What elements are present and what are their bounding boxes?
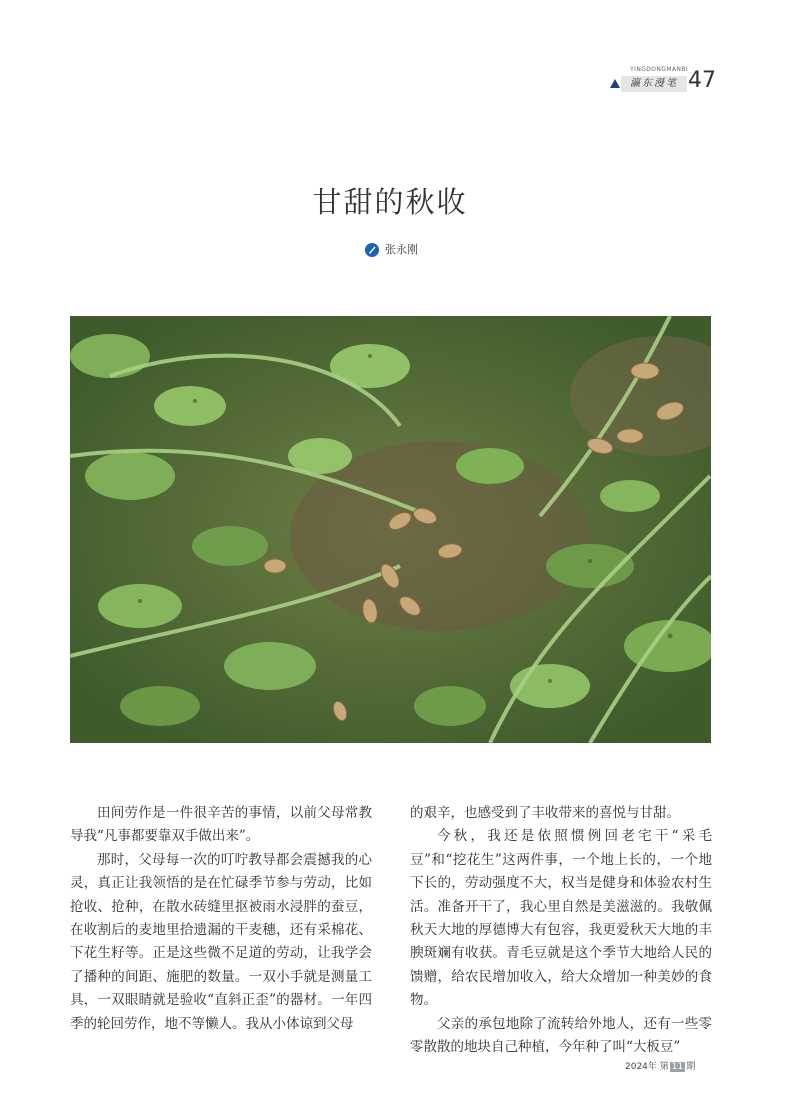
column-name: 瀛东漫笔 [621, 76, 687, 92]
paragraph: 田间劳作是一件很辛苦的事情，以前父母常教导我“凡事都要靠双手做出来”。 [70, 805, 372, 845]
footer-year: 2024年 [625, 1062, 657, 1072]
column-header [608, 66, 728, 96]
paragraph: 父亲的承包地除了流转给外地人，还有一些零零散散的地块自己种植，今年种了叫“大板豆” [410, 1015, 712, 1056]
footer-issue-number: 11 [671, 1062, 684, 1072]
issue-footer [625, 1059, 695, 1072]
body-column-right [410, 802, 712, 1059]
footer-issue-suffix: 期 [686, 1062, 696, 1072]
column-pinyin: YINGDONGMANBI [630, 66, 688, 73]
peanut-harvest-photo [70, 316, 711, 743]
author-name: 张永刚 [385, 243, 418, 256]
triangle-icon [610, 79, 620, 88]
paragraph: 今秋，我还是依照惯例回老宅干“采毛豆”和“挖花生”这两件事，一个地上长的，一个地下长的，劳动强度不大，权当是健身和体验农村生活。准备开干了，我心里自然是美滋滋的。我敬佩秋天大地的厚德博大有包容，我更爱秋天大地的丰腴斑斓有收获。青毛豆就是这个季节大地给人民的馈赠，给农民增加收入，给大众增加一种美妙的食物。 [410, 828, 712, 1009]
article-title: 甘甜的秋收 [312, 185, 468, 219]
pen-icon [365, 243, 379, 257]
paragraph: 那时，父母每一次的叮咛教导都会震撼我的心灵，真正让我领悟的是在忙碌季节参与劳动，比如抢收、抢种，在散水砖缝里抠被雨水浸胖的蚕豆，在收割后的麦地里拾遗漏的干麦穗，还有采棉花、下花生籽等。正是这些微不足道的劳动，让我学会了播种的间距、施肥的数量。一双小手就是测量工具，一双眼睛就是验收“直斜正歪”的器材。一年四季的轮回劳作，地不等懒人。我从小体谅到父母 [70, 851, 372, 1032]
footer-issue-prefix: 第 [659, 1062, 669, 1072]
page-number: 47 [688, 68, 716, 93]
body-column-left [70, 802, 372, 1036]
paragraph: 的艰辛，也感受到了丰收带来的喜悦与甘甜。 [410, 805, 680, 821]
